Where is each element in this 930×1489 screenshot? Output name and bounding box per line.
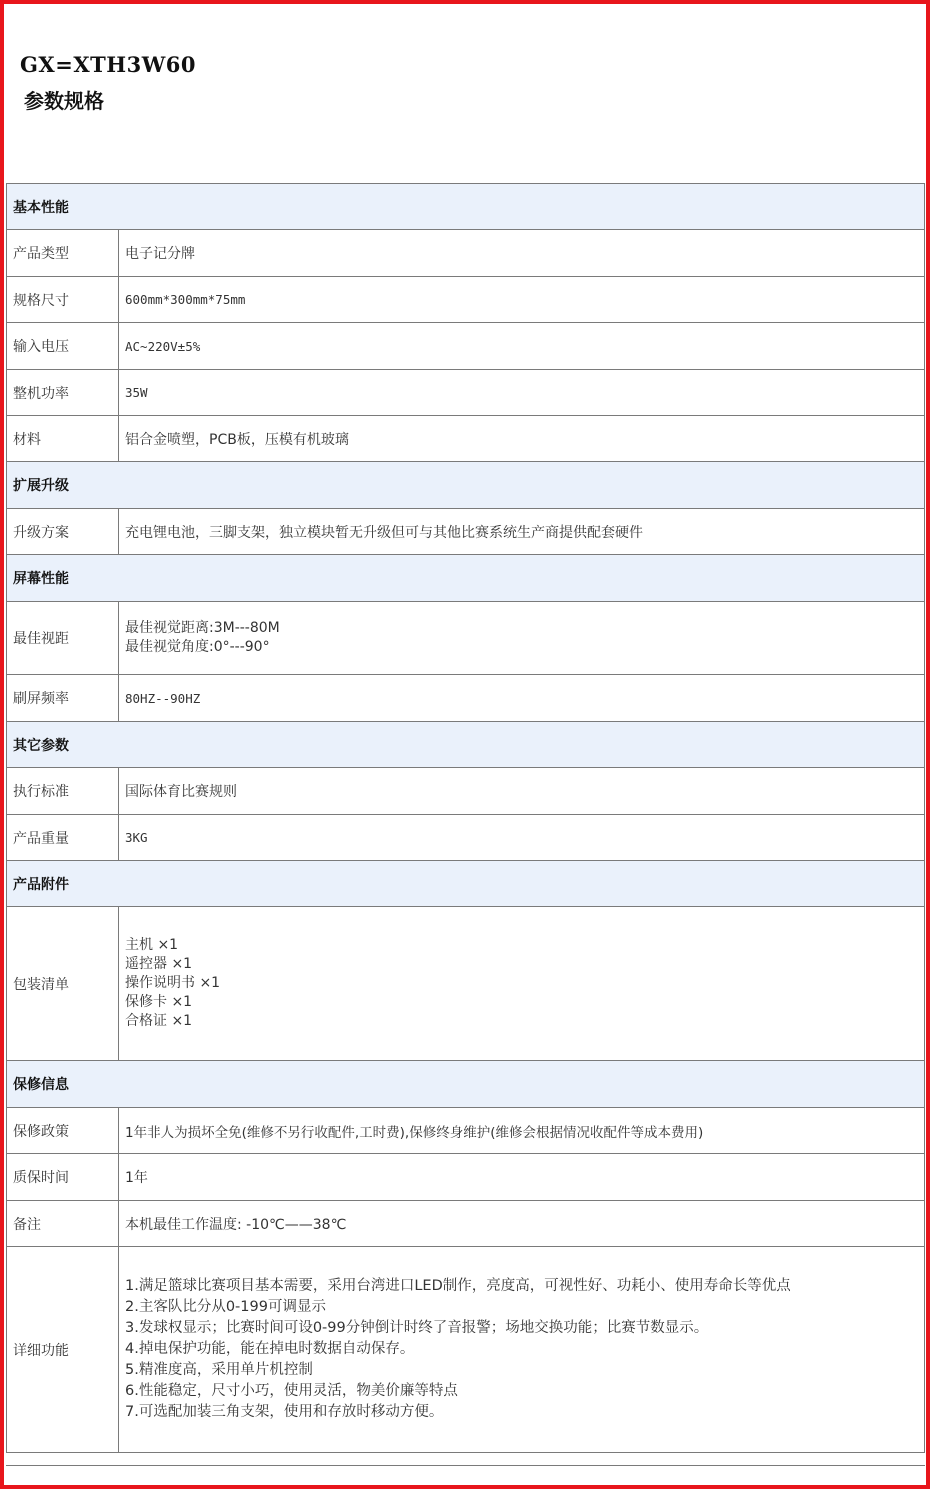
table-row — [7, 416, 925, 462]
row-label: 材料 — [7, 416, 119, 462]
row-value: 电子记分牌 — [119, 230, 925, 277]
feature-item: 5.精准度高，采用单片机控制 — [125, 1362, 313, 1378]
row-value: 35W — [119, 370, 925, 416]
row-label: 刷屏频率 — [7, 675, 119, 722]
feature-item: 4.掉电保护功能，能在掉电时数据自动保存。 — [125, 1341, 415, 1357]
row-label: 详细功能 — [7, 1247, 119, 1453]
feature-item: 3.发球权显示；比赛时间可设0-99分钟倒计时终了音报警；场地交换功能；比赛节数显示。 — [125, 1320, 709, 1336]
table-row — [7, 602, 925, 675]
section-screen — [7, 555, 925, 602]
row-value: 铝合金喷塑，PCB板，压模有机玻璃 — [119, 416, 925, 462]
row-label: 规格尺寸 — [7, 277, 119, 323]
feature-item: 7.可选配加装三角支架，使用和存放时移动方便。 — [125, 1404, 444, 1420]
row-value: 国际体育比赛规则 — [119, 768, 925, 815]
section-title: 屏幕性能 — [7, 555, 925, 602]
section-title: 基本性能 — [7, 184, 925, 230]
section-basic — [7, 184, 925, 230]
list-item: 遥控器 ×1 — [125, 956, 193, 972]
table-row — [7, 675, 925, 722]
row-label: 最佳视距 — [7, 602, 119, 675]
row-value: 3KG — [119, 815, 925, 861]
row-value — [119, 602, 925, 675]
row-label: 产品类型 — [7, 230, 119, 277]
section-accessories — [7, 861, 925, 907]
table-row — [7, 768, 925, 815]
list-item: 操作说明书 ×1 — [125, 975, 221, 991]
table-row — [7, 1154, 925, 1201]
row-label: 升级方案 — [7, 509, 119, 555]
row-label: 产品重量 — [7, 815, 119, 861]
row-value: 充电锂电池，三脚支架，独立模块暂无升级但可与其他比赛系统生产商提供配套硬件 — [119, 509, 925, 555]
section-title: 产品附件 — [7, 861, 925, 907]
row-label: 质保时间 — [7, 1154, 119, 1201]
table-row — [7, 1201, 925, 1247]
row-label: 包装清单 — [7, 907, 119, 1061]
table-row — [7, 323, 925, 370]
section-title: 扩展升级 — [7, 462, 925, 509]
row-label: 保修政策 — [7, 1108, 119, 1154]
table-row — [7, 370, 925, 416]
feature-item: 6.性能稳定，尺寸小巧，使用灵活，物美价廉等特点 — [125, 1383, 458, 1399]
row-label: 备注 — [7, 1201, 119, 1247]
page-header — [20, 52, 196, 114]
table-row — [7, 815, 925, 861]
row-value: AC~220V±5% — [119, 323, 925, 370]
table-row — [7, 1247, 925, 1453]
table-row — [7, 1108, 925, 1154]
section-warranty — [7, 1061, 925, 1108]
bottom-divider — [6, 1465, 925, 1466]
table-row — [7, 509, 925, 555]
spec-table — [6, 183, 925, 1453]
row-value: 80HZ--90HZ — [119, 675, 925, 722]
row-label: 执行标准 — [7, 768, 119, 815]
page-title: 参数规格 — [24, 89, 104, 113]
feature-item: 2.主客队比分从0-199可调显示 — [125, 1299, 326, 1315]
section-upgrade — [7, 462, 925, 509]
row-value — [119, 907, 925, 1061]
row-value: 本机最佳工作温度: -10℃——38℃ — [119, 1201, 925, 1247]
table-row — [7, 230, 925, 277]
section-title: 保修信息 — [7, 1061, 925, 1108]
list-item: 主机 ×1 — [125, 937, 179, 953]
row-label: 输入电压 — [7, 323, 119, 370]
row-value — [119, 1247, 925, 1453]
list-item: 合格证 ×1 — [125, 1013, 193, 1029]
row-value: 1年 — [119, 1154, 925, 1201]
model-number: GX=XTH3W60 — [20, 52, 197, 77]
row-label: 整机功率 — [7, 370, 119, 416]
value-line: 最佳视觉距离:3M---80M — [125, 620, 280, 636]
table-row — [7, 277, 925, 323]
row-value: 600mm*300mm*75mm — [119, 277, 925, 323]
feature-item: 1.满足篮球比赛项目基本需要，采用台湾进口LED制作，亮度高，可视性好、功耗小、使用寿命长等优点 — [125, 1278, 791, 1294]
row-value: 1年非人为损坏全免(维修不另行收配件,工时费),保修终身维护(维修会根据情况收配件等成本费用) — [119, 1108, 925, 1154]
list-item: 保修卡 ×1 — [125, 994, 193, 1010]
section-title: 其它参数 — [7, 722, 925, 768]
section-other — [7, 722, 925, 768]
table-row — [7, 907, 925, 1061]
value-line: 最佳视觉角度:0°---90° — [125, 639, 270, 655]
